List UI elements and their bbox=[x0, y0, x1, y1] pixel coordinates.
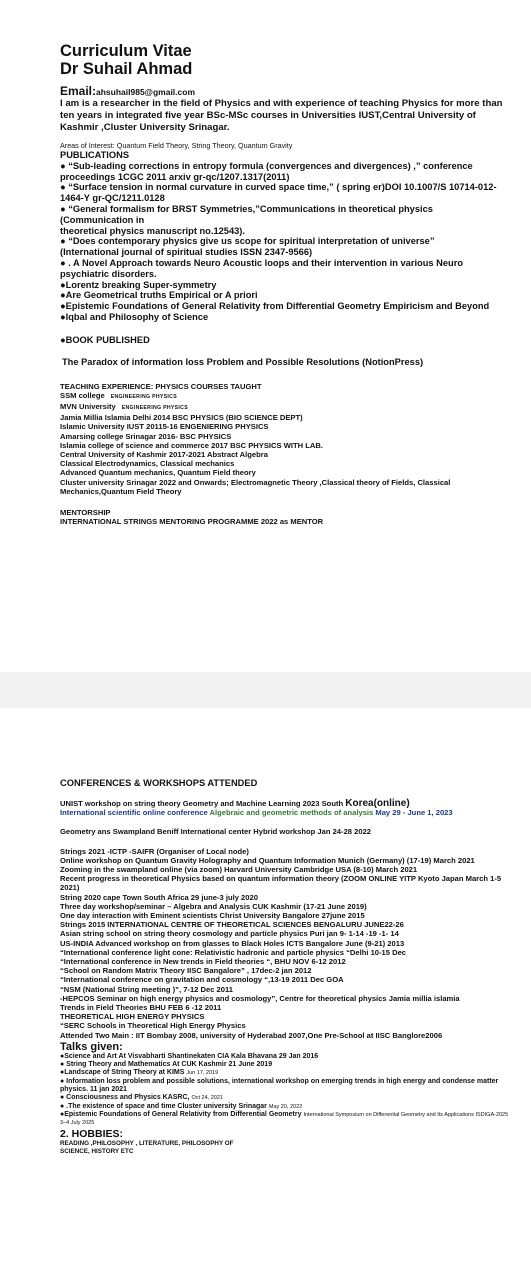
talk-item bbox=[60, 1094, 511, 1102]
teaching-item: Amarsing college Srinagar 2016- BSC PHYSICS bbox=[60, 431, 232, 441]
conference-item: US-INDIA Advanced workshop on from glasses to Black Holes ICTS Bangalore June (9-21) 2013 bbox=[60, 938, 405, 948]
book-title: The Paradox of information loss Problem and Possible Resolutions (NotionPress) bbox=[62, 356, 424, 367]
conference-item: “SERC Schools in Theoretical High Energy Physics bbox=[60, 1021, 246, 1031]
conference-item: Asian string school on string theory cosmology and particle physics Puri jan 9- 1-14 -19 -1- 14 bbox=[60, 929, 399, 939]
talk-item bbox=[60, 1053, 511, 1061]
publication-item: ● “General formalism for BRST Symmetries,”Communications in theoretical physics bbox=[60, 203, 433, 214]
teaching-institution: MVN University bbox=[60, 401, 116, 411]
teaching-item: Islamic University IUST 20115-16 ENGENIERING PHYSICS bbox=[60, 422, 269, 432]
publication-item: ●Epistemic Foundations of General Relativity from Differential Geometry Empiricism and Beyond bbox=[60, 301, 490, 312]
talks-list bbox=[60, 1053, 511, 1128]
publication-item: ● “Does contemporary physics give us scope for spiritual interpretation of universe” bbox=[60, 236, 435, 247]
conference-item: Strings 2015 INTERNATIONAL CENTRE OF THEORETICAL SCIENCES BENGALURU JUNE22-26 bbox=[60, 920, 404, 930]
talk-item bbox=[60, 1103, 511, 1111]
teaching-item: Islamia college of science and commerce 2017 BSC PHYSICS WITH LAB. bbox=[60, 440, 323, 450]
intl-suffix: May 29 - June 1, 2023 bbox=[373, 808, 453, 818]
email-label: Email: bbox=[60, 84, 97, 98]
publication-item: (Communication in bbox=[60, 214, 145, 225]
email-line bbox=[60, 84, 511, 98]
teaching-heading: TEACHING EXPERIENCE: PHYSICS COURSES TAUGHT bbox=[60, 381, 262, 391]
conference-item: Trends in Field Theories BHU FEB 6 -12 2011 bbox=[60, 1003, 222, 1013]
unist-text: UNIST workshop on string theory Geometry and Machine Learning 2023 South bbox=[60, 799, 346, 808]
teaching-small-list bbox=[60, 391, 511, 413]
teaching-item bbox=[60, 391, 511, 402]
hobbies-heading: 2. HOBBIES: bbox=[60, 1127, 124, 1140]
teaching-course-tag: ENGINEERING PHYSICS bbox=[110, 393, 177, 400]
email-address[interactable]: ahsuhail985@gmail.com bbox=[96, 87, 196, 97]
conference-item: One day interaction with Eminent scientists Christ University Bangalore 27june 2015 bbox=[60, 911, 365, 921]
hobbies-text: READING ,PHILOSOPHY , LITERATURE, PHILOSOPHY OF SCIENCE, HISTORY ETC bbox=[60, 1139, 234, 1155]
talks-heading: Talks given: bbox=[60, 1040, 123, 1053]
conference-item: Strings 2021 -ICTP -SAIFR (Organiser of Local node) bbox=[60, 846, 249, 856]
conference-item: “School on Random Matrix Theory IISC Bangalore” , 17dec-2 jan 2012 bbox=[60, 966, 312, 976]
talk-item bbox=[60, 1069, 511, 1077]
talk-item bbox=[60, 1078, 511, 1095]
talk-item bbox=[60, 1061, 511, 1069]
talk-title: ● Information loss problem and possible solutions, international workshop on emerging trends in high energy and condense matter physics. 11 jan 2021 bbox=[60, 1077, 499, 1094]
conference-item: Three day workshop/seminar – Algebra and Analysis CUK Kashmir (17-21 June 2019) bbox=[60, 901, 367, 911]
mentorship-text: INTERNATIONAL STRINGS MENTORING PROGRAMME 2022 as MENTOR bbox=[60, 517, 324, 527]
talk-item bbox=[60, 1111, 511, 1128]
conference-item: String 2020 cape Town South Africa 29 june-3 july 2020 bbox=[60, 892, 258, 902]
page-2-content bbox=[60, 778, 511, 1156]
intl-green-title[interactable]: Algebraic and geometric methods of analysis bbox=[209, 808, 374, 818]
talk-title: ● Consciousness and Physics KASRC, bbox=[60, 1094, 192, 1102]
page-1-content bbox=[60, 42, 511, 526]
author-name: Dr Suhail Ahmad bbox=[60, 60, 193, 78]
teaching-item bbox=[60, 402, 511, 413]
publication-item: ● “Sub-leading corrections in entropy formula (convergences and divergences) ,” conference proceedings 1CGC 2011 arxiv gr-qc/1207.1317(2011) bbox=[60, 160, 473, 182]
teaching-item: Central University of Kashmir 2017-2021 Abstract Algebra bbox=[60, 449, 268, 459]
teaching-institution: SSM college bbox=[60, 390, 105, 400]
publications-heading: PUBLICATIONS bbox=[60, 150, 130, 160]
publication-item: ● . A Novel Approach towards Neuro Acoustic loops and their intervention in various Neuro psychiatric disorders. bbox=[60, 257, 464, 279]
conference-item: Attended Two Main : IIT Bombay 2008, university of Hyderabad 2007,One Pre-School at IISC Banglore2006 bbox=[60, 1030, 443, 1040]
talk-title: ●Science and Art At Visvabharti Shantinekaten CIA Kala Bhavana 29 Jan 2016 bbox=[60, 1052, 319, 1060]
conference-item: Recent progress in theoretical Physics based on quantum information theory (ZOOM ONLINE YITP Kyoto Japan March 1-5 2021) bbox=[60, 874, 502, 893]
conference-item: Online workshop on Quantum Gravity Holography and Quantum Information Munich (Germany) (17-19) March 2021 bbox=[60, 855, 475, 865]
page-gap bbox=[0, 672, 531, 708]
teaching-item: Advanced Quantum mechanics, Quantum Field theory bbox=[60, 468, 256, 478]
teaching-course-tag: ENGINEERING PHYSICS bbox=[121, 404, 188, 411]
conferences-heading: CONFERENCES & WORKSHOPS ATTENDED bbox=[60, 778, 258, 788]
talk-date: May 20, 2022 bbox=[268, 1103, 303, 1110]
conference-item: “International conference in New trends in Field theories “, BHU NOV 6-12 2012 bbox=[60, 957, 346, 967]
intro-paragraph: I am is a researcher in the field of Physics and with experience of teaching Physics for more than ten years in integrated five year BSc-MSc courses in Universities IUST,Central University of Kashmir ,Cluster University Srinagar. bbox=[60, 98, 503, 133]
book-heading: ●BOOK PUBLISHED bbox=[60, 334, 150, 345]
conference-item: THEORETICAL HIGH ENERGY PHYSICS bbox=[60, 1012, 205, 1022]
geometry-swampland: Geometry ans Swampland Beniff International center Hybrid workshop Jan 24-28 2022 bbox=[60, 827, 372, 837]
teaching-item: Cluster university Srinagar 2022 and Onwards; Electromagnetic Theory ,Classical theory of Fields, Classical Mechanics,Quantum Field Theory bbox=[60, 477, 451, 496]
talk-title: ● .The existence of space and time Cluster university Srinagar bbox=[60, 1102, 269, 1110]
talk-date: Jun 17, 2019 bbox=[186, 1070, 219, 1077]
talk-title: ●Epistemic Foundations of General Relativity from Differential Geometry bbox=[60, 1110, 304, 1118]
unist-korea: Korea(online) bbox=[345, 798, 410, 809]
conference-item: “International conference on gravitation and cosmology “,13-19 2011 Dec GOA bbox=[60, 975, 344, 985]
teaching-item: Classical Electrodynamics, Classical mechanics bbox=[60, 459, 235, 469]
publication-item: ●Iqbal and Philosophy of Science bbox=[60, 311, 209, 322]
conference-item: -HEPCOS Seminar on high energy physics and cosmology”, Centre for theoretical physics Jamia millia islamia bbox=[60, 993, 460, 1003]
areas-of-interest: Areas of Interest: Quantum Field Theory, String Theory, Quantum Gravity bbox=[60, 141, 293, 150]
publication-item: theoretical physics manuscript no.12543). bbox=[60, 225, 245, 236]
publications-list bbox=[60, 161, 511, 323]
conference-item: Zooming in the swampland online (via zoom) Harvard University Cambridge USA (8-10) March 2021 bbox=[60, 865, 418, 875]
talk-title: ●Landscape of String Theory at KIMS bbox=[60, 1069, 187, 1077]
intl-conference bbox=[60, 808, 511, 817]
talk-date: International Symposium on Differential Geometry and Its Applications ISDIGA-2025 3–4 July 2025 bbox=[60, 1111, 509, 1127]
mentorship-heading: MENTORSHIP bbox=[60, 507, 111, 517]
teaching-list bbox=[60, 413, 511, 496]
cv-page-2 bbox=[0, 708, 531, 1275]
cv-title: Curriculum Vitae bbox=[60, 42, 192, 60]
unist-workshop bbox=[60, 799, 511, 808]
publication-item: ●Lorentz breaking Super-symmetry bbox=[60, 279, 217, 290]
conference-item: “International conference light cone: Relativistic hadronic and particle physics “Delhi 10-15 Dec bbox=[60, 947, 407, 957]
teaching-item: Jamia Millia Islamia Delhi 2014 BSC PHYSICS (BIO SCIENCE DEPT) bbox=[60, 413, 303, 423]
talk-date: Oct 24, 2021 bbox=[191, 1095, 223, 1102]
intl-prefix: International scientific online conference bbox=[60, 808, 210, 818]
conference-item: “NSM (National String meeting )”, 7-12 Dec 2011 bbox=[60, 984, 234, 994]
publication-item: (International journal of spiritual studies ISSN 2347-9566) bbox=[60, 247, 313, 258]
publication-item: ● “Surface tension in normal curvature in curved space time,” ( spring er)DOI 10.1007/S 10714-012-1464-Y gr-QC/1211.0128 bbox=[60, 182, 497, 204]
talk-title: ● String Theory and Mathematics At CUK Kashmir 21 June 2019 bbox=[60, 1061, 273, 1069]
publication-item: ●Are Geometrical truths Empirical or A priori bbox=[60, 290, 258, 301]
conferences-list bbox=[60, 847, 511, 1040]
